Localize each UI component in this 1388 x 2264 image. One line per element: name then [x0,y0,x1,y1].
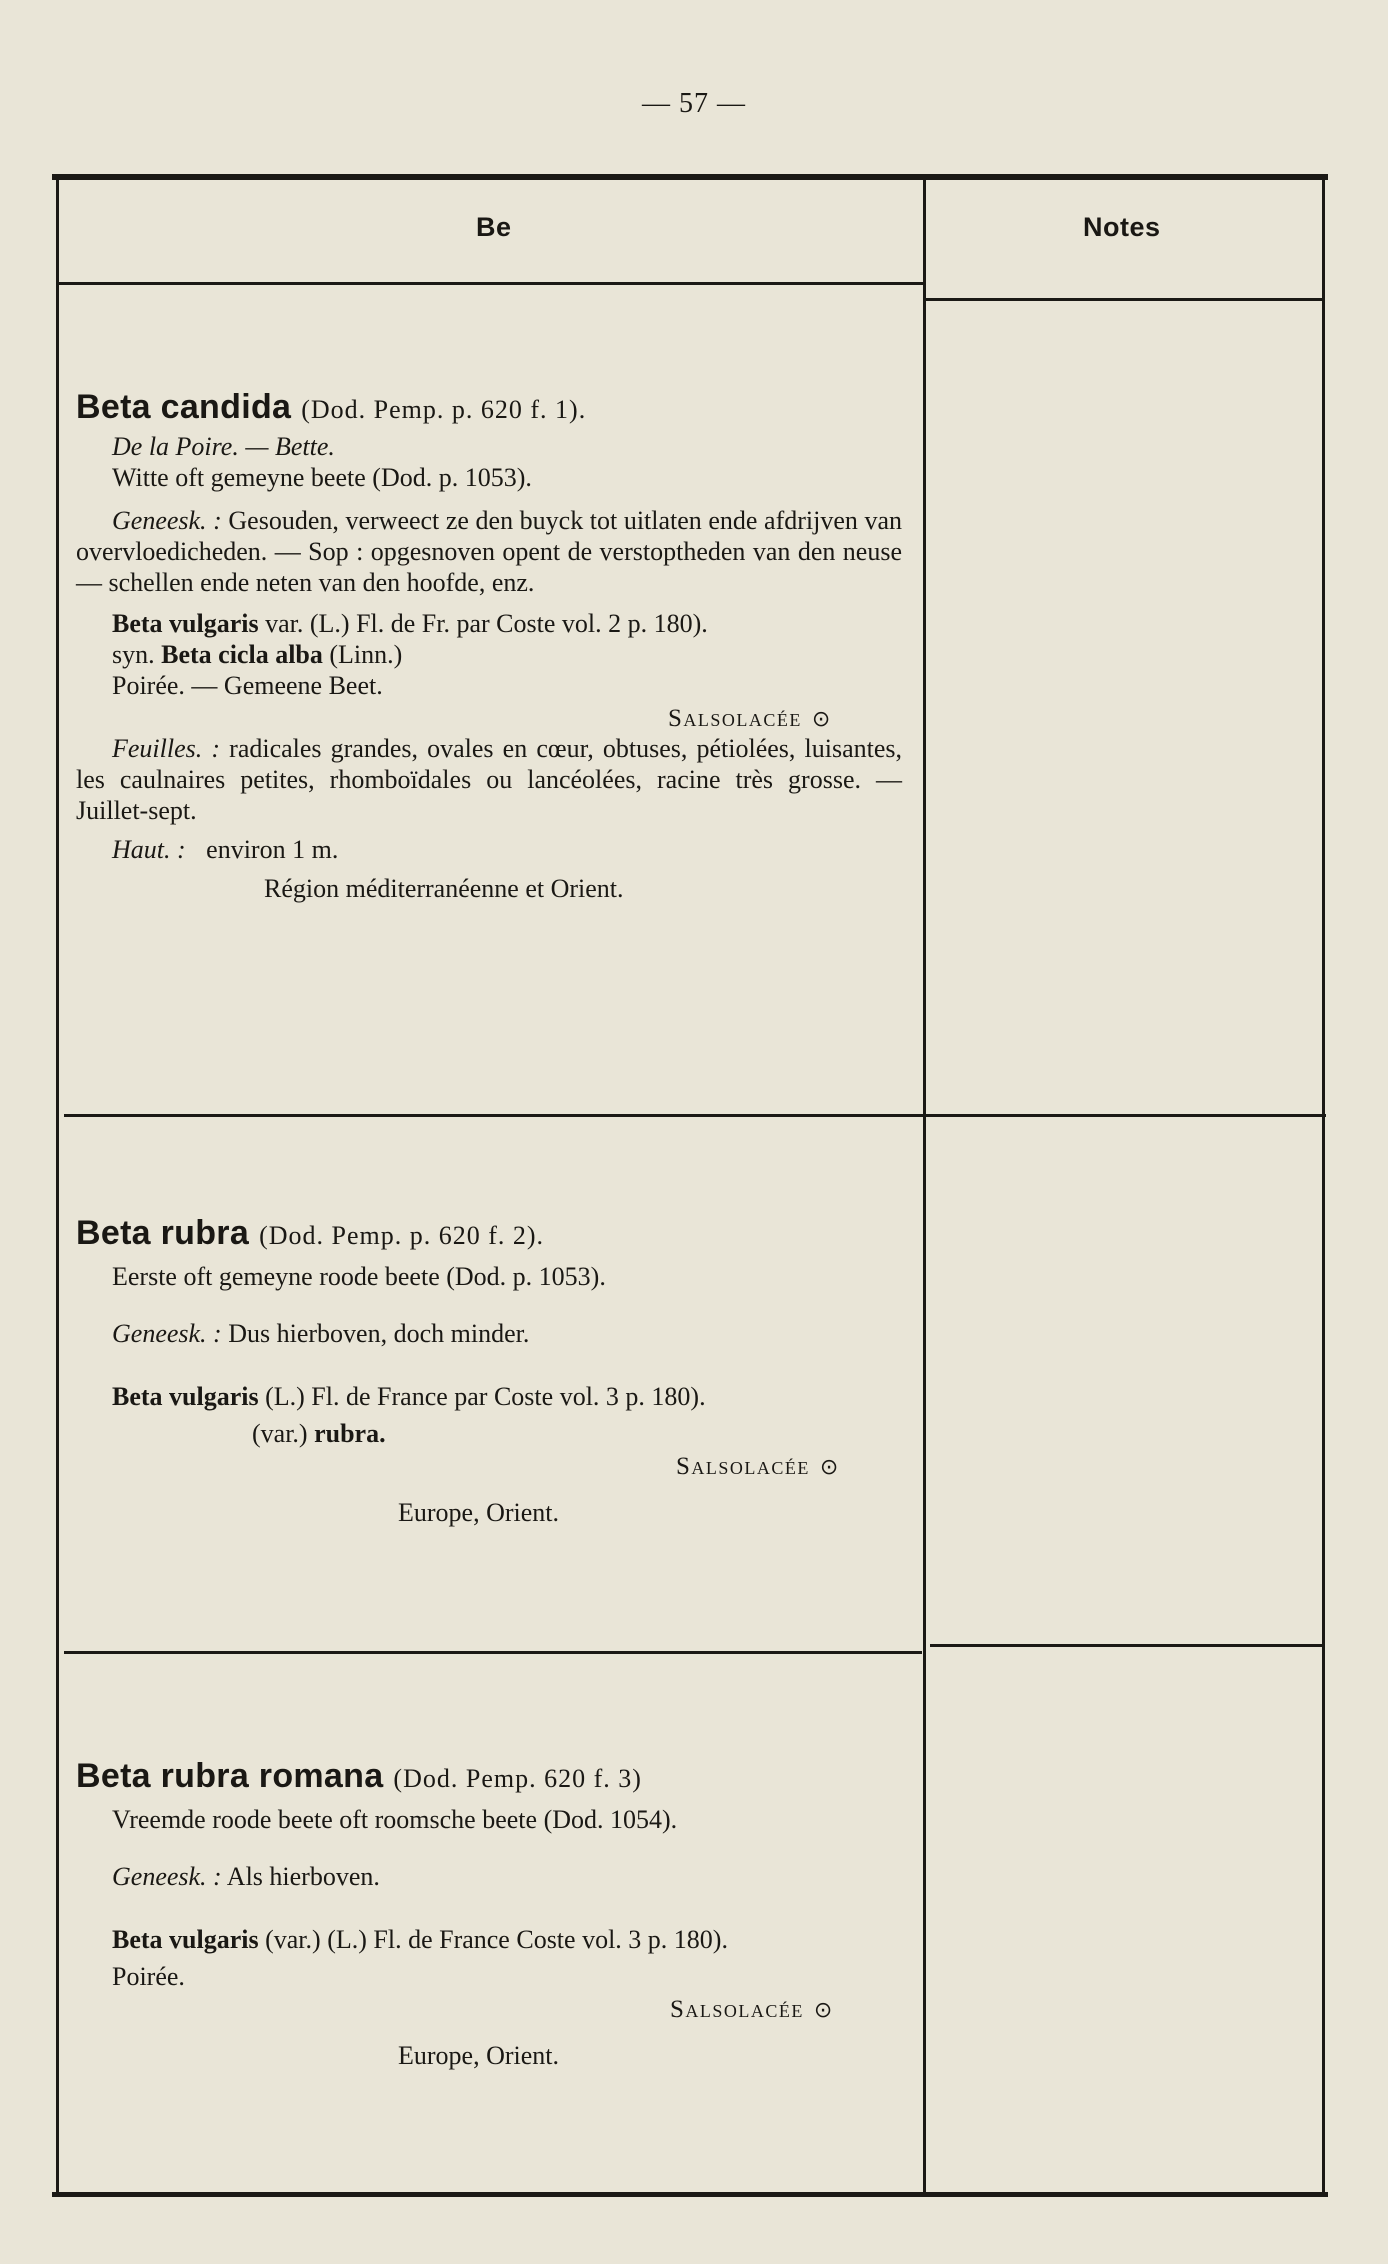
perennial-symbol-icon: ⊙ [813,1998,834,2023]
entry-title [76,1757,906,1796]
geneesk-text: Als hierboven. [226,1862,380,1891]
region: Région méditerranéenne et Orient. [264,874,624,903]
perennial-symbol-icon: ⊙ [819,1455,840,1480]
entry-title [76,1214,906,1253]
region: Europe, Orient. [398,1498,560,1527]
dutch-name: Witte oft gemeyne beete (Dod. p. 1053). [112,463,532,492]
syn-label: syn. [112,640,155,669]
row-separator-2-notes [930,1644,1322,1647]
modern-species: Beta vulgaris [112,1925,259,1954]
header-rule-main [56,282,926,285]
column-header-main: Be [476,212,512,242]
modern-name [76,1381,906,1412]
dodoens-reference: (Dod. Pemp. 620 f. 3) [393,1764,642,1793]
row-separator-1 [64,1114,1326,1117]
table-top-border [52,174,1328,180]
dutch-name: Vreemde roode beete oft roomsche beete (Dod. 1054). [112,1805,678,1834]
column-divider [923,178,926,2194]
modern-name [76,1924,906,1955]
haut-text: environ 1 m. [206,835,339,864]
syn-species: Beta cicla alba [161,640,323,669]
family-label [76,1996,906,2024]
var-name: rubra. [314,1419,386,1448]
row-separator-2-main [64,1651,922,1654]
species-name: Beta rubra [76,1214,250,1252]
dutch-name: Eerste oft gemeyne roode beete (Dod. p. 1053). [112,1262,606,1291]
modern-reference: (var.) (L.) Fl. de France Coste vol. 3 p. 180). [265,1925,728,1954]
page-number: — 57 — [642,88,746,119]
french-name: Poirée. [112,1962,185,1991]
medicinal-use [76,1318,906,1349]
family-label [76,705,906,733]
feuilles-text: radicales grandes, ovales en cœur, obtuses, pétiolées, luisantes, les caulnaires petites, rhomboïdales ou lancéolées, racine très grosse. — Juillet-sept. [76,734,902,825]
height [76,834,906,865]
region: Europe, Orient. [398,2041,560,2070]
family-label [76,1453,906,1481]
common-names: De la Poire. — Bette. [112,432,335,461]
family-name: Salsolacée [668,705,802,732]
medicinal-use [76,1861,906,1892]
family-name: Salsolacée [676,1453,810,1480]
medicinal-use [76,505,902,598]
dodoens-reference: (Dod. Pemp. p. 620 f. 1). [301,395,587,424]
variety [76,1418,906,1449]
column-header-notes: Notes [1083,212,1161,242]
leaf-description [76,733,902,826]
var-prefix: (var.) [252,1419,308,1448]
modern-name [76,608,906,639]
modern-species: Beta vulgaris [112,1382,259,1411]
dodoens-reference: (Dod. Pemp. p. 620 f. 2). [259,1221,545,1250]
perennial-symbol-icon: ⊙ [811,707,832,732]
table-right-border [1322,178,1325,2194]
geneesk-label: Geneesk. : [112,1862,222,1891]
species-name: Beta rubra romana [76,1757,384,1795]
feuilles-label: Feuilles. : [112,734,221,763]
header-rule-notes [926,298,1324,301]
geneesk-label: Geneesk. : [112,506,222,535]
entry-beta-rubra-romana [76,1757,906,2071]
geneesk-text: Gesouden, verweect ze den buyck tot uitlaten ende afdrijven van overvloedicheden. — Sop : opgesnoven opent de verstoptheden van den neuse — schellen ende neten van den hoofde, enz. [76,506,903,597]
family-name: Salsolacée [670,1996,804,2023]
entry-title [76,388,906,427]
geneesk-text: Dus hierboven, doch minder. [228,1319,530,1348]
geneesk-label: Geneesk. : [112,1319,222,1348]
french-name: Poirée. — Gemeene Beet. [112,671,383,700]
modern-reference: (L.) Fl. de France par Coste vol. 3 p. 180). [265,1382,706,1411]
syn-authority: (Linn.) [329,640,403,669]
modern-reference: var. (L.) Fl. de Fr. par Coste vol. 2 p. 180). [265,609,708,638]
table-bottom-border [52,2192,1328,2197]
entry-beta-rubra [76,1214,906,1528]
species-name: Beta candida [76,388,292,426]
table-left-border [56,178,59,2194]
modern-species: Beta vulgaris [112,609,259,638]
entry-beta-candida [76,388,906,904]
haut-label: Haut. : [112,835,186,864]
synonym [76,639,906,670]
